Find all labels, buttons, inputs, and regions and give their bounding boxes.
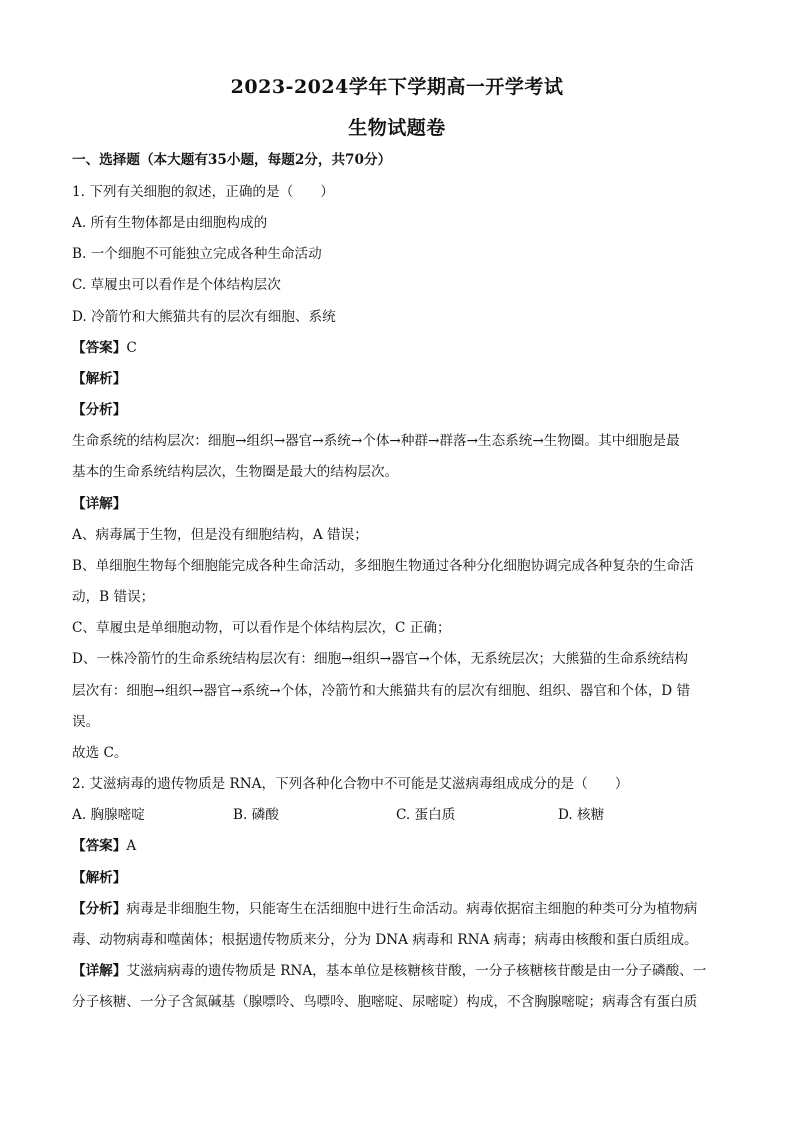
detail-text: 艾滋病病毒的遗传物质是 RNA，基本单位是核糖核苷酸，一分子核糖核苷酸是由一分子磷酸、一 bbox=[126, 963, 707, 979]
q1-detail-line: D、一株冷箭竹的生命系统结构层次有：细胞→组织→器官→个体，无系统层次；大熊猫的生命系统结构 bbox=[72, 651, 689, 667]
q2-option-c: C. 蛋白质 bbox=[396, 807, 456, 823]
q1-answer bbox=[72, 338, 722, 358]
q2-analysis-label: 【解析】 bbox=[72, 870, 127, 886]
q2-stem: 2. 艾滋病毒的遗传物质是 RNA，下列各种化合物中不可能是艾滋病毒组成成分的是（ ） bbox=[72, 776, 629, 792]
q1-analysis-label: 【解析】 bbox=[72, 371, 127, 387]
q2-option-b: B. 磷酸 bbox=[233, 807, 279, 823]
q1-stem: 1. 下列有关细胞的叙述，正确的是（ ） bbox=[72, 184, 334, 200]
q1-fenxi-line: 基本的生命系统结构层次，生物圈是最大的结构层次。 bbox=[72, 464, 399, 480]
q2-answer bbox=[72, 836, 722, 856]
q2-detail-line: 分子核糖、一分子含氮碱基（腺嘌呤、鸟嘌呤、胞嘧啶、尿嘧啶）构成，不含胸腺嘧啶；病毒含有蛋白质 bbox=[72, 994, 698, 1010]
q1-option-d: D. 冷箭竹和大熊猫共有的层次有细胞、系统 bbox=[72, 309, 336, 325]
q1-detail-line: 层次有：细胞→组织→器官→系统→个体，冷箭竹和大熊猫共有的层次有细胞、组织、器官和个体，D 错 bbox=[72, 683, 691, 699]
q1-detail-label: 【详解】 bbox=[72, 496, 127, 512]
fenxi-label: 【分析】 bbox=[72, 901, 127, 917]
q2-fenxi-line: 毒、动物病毒和噬菌体；根据遗传物质来分，分为 DNA 病毒和 RNA 病毒；病毒由核酸和蛋白质组成。 bbox=[72, 932, 698, 948]
fenxi-text: 病毒是非细胞生物，只能寄生在活细胞中进行生命活动。病毒依据宿主细胞的种类可分为植物病 bbox=[126, 901, 698, 917]
answer-value: A bbox=[126, 838, 137, 854]
q1-detail-line: C、草履虫是单细胞动物，可以看作是个体结构层次，C 正确； bbox=[72, 620, 451, 636]
answer-value: C bbox=[126, 340, 137, 356]
detail-label: 【详解】 bbox=[72, 963, 127, 979]
answer-label: 【答案】 bbox=[72, 340, 127, 356]
q1-detail-line: 误。 bbox=[72, 714, 100, 730]
q2-fenxi-line bbox=[72, 899, 722, 919]
q1-option-c: C. 草履虫可以看作是个体结构层次 bbox=[72, 277, 281, 293]
q2-detail-line bbox=[72, 961, 722, 981]
section-heading: 一、选择题（本大题有35小题，每题2分，共70分） bbox=[72, 152, 392, 168]
q1-conclusion: 故选 C。 bbox=[72, 745, 128, 761]
answer-label: 【答案】 bbox=[72, 838, 127, 854]
q1-option-a: A. 所有生物体都是由细胞构成的 bbox=[72, 215, 268, 231]
q1-fenxi-label: 【分析】 bbox=[72, 402, 127, 418]
q1-detail-line: 动，B 错误； bbox=[72, 589, 155, 605]
q1-option-b: B. 一个细胞不可能独立完成各种生命活动 bbox=[72, 246, 322, 262]
page-subtitle: 生物试题卷 bbox=[348, 117, 446, 139]
q2-option-a: A. 胸腺嘧啶 bbox=[72, 807, 145, 823]
page-title: 2023-2024学年下学期高一开学考试 bbox=[230, 76, 564, 98]
q1-detail-line: A、病毒属于生物，但是没有细胞结构，A 错误； bbox=[72, 527, 368, 543]
q1-fenxi-line: 生命系统的结构层次：细胞→组织→器官→系统→个体→种群→群落→生态系统→生物圈。其中细胞是最 bbox=[72, 433, 680, 449]
q1-detail-line: B、单细胞生物每个细胞能完成各种生命活动，多细胞生物通过各种分化细胞协调完成各种复杂的生命活 bbox=[72, 558, 694, 574]
q2-option-d: D. 核糖 bbox=[558, 807, 605, 823]
